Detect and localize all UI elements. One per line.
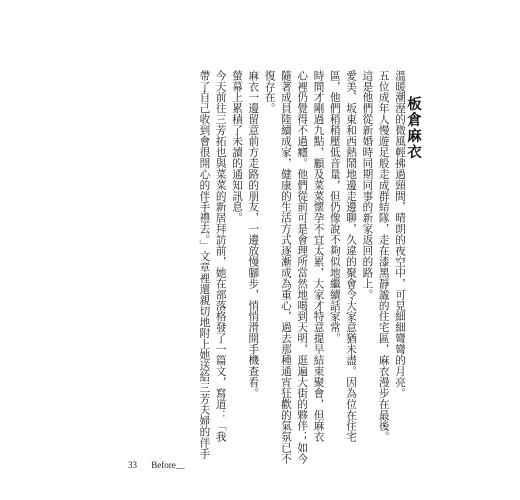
text-line: 心裡仍覺得不過癮。他們從前可是會理所當然地喝到天明，逛遍大街的夥伴；如今 (296, 70, 309, 465)
text-line: 麻衣一邊留意前方走路的朋友，一邊放慢腳步，悄悄滑開手機查看。 (247, 70, 260, 399)
text-line: 帶了自己收到會很開心的伴手禮去。」文章裡還親切地附上她送給三芳夫婦的伴手 (198, 70, 211, 459)
text-line: 這是他們從新婚時同期同事的新家返回的路上。 (361, 70, 374, 300)
chapter-title: 板倉麻衣 (405, 96, 421, 160)
text-line: 螢幕上累積了未讀的通知訊息。 (231, 70, 244, 224)
page-footer (128, 460, 185, 470)
text-line: 區，他們稍稍壓低音量，但仍像說不夠似地繼續話家常。 (328, 70, 341, 344)
page-number: 33 (128, 460, 137, 470)
text-line: 五位成年人慢遊足般走成群結隊，走在漆黑靜謐的住宅區，麻衣漫步在最後。 (377, 70, 390, 443)
text-line: 隨著成員陸續成家，健康的生活方式逐漸成為重心，過去那種通宵狂歡的氣氛已不 (279, 70, 292, 465)
text-line: 愛美、坂東和西熱鬧地邊走邊聊，久違的聚會令大家意猶未盡。因為位在住宅 (345, 70, 358, 443)
text-line: 時間才剛過九點，顧及菜菜懷孕不宜太累，大家才特意提早結束聚會，但麻衣 (312, 70, 325, 443)
text-line: 今天前往三芳拓也與菜菜的新居拜訪前，她在部落格發了一篇文，寫道：「我 (214, 70, 227, 443)
running-title: Before__ (151, 460, 185, 470)
text-line: 復存在。 (263, 70, 276, 114)
text-line: 溫暖潮溼的微風輕拂過頸間，晴朗的夜空中，可見細細彎彎的月亮。 (394, 70, 406, 399)
body-text (196, 70, 408, 465)
